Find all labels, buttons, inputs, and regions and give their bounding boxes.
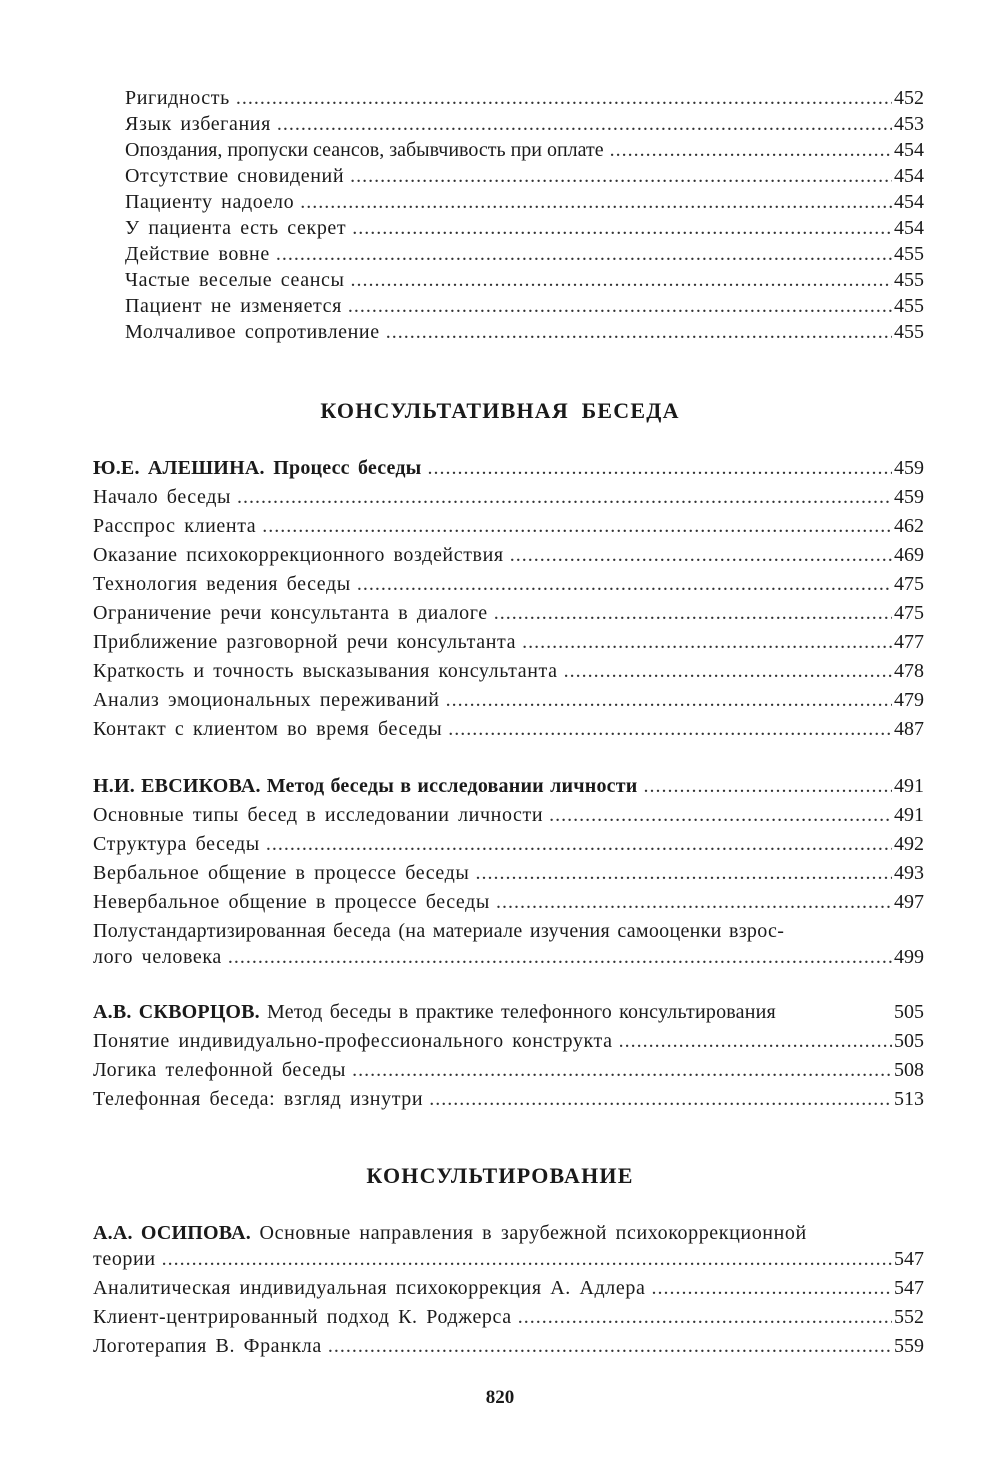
toc-entry <box>93 484 924 510</box>
entry-page: 505 <box>894 1030 924 1052</box>
dot-leader <box>651 1275 892 1301</box>
entry-text: Технология ведения беседы <box>93 573 351 595</box>
article-header <box>93 455 924 481</box>
toc-entry <box>93 831 924 857</box>
toc-entry <box>93 542 924 568</box>
entry-text: Ригидность <box>125 87 230 109</box>
entry-page: 459 <box>894 486 924 508</box>
dot-leader <box>237 484 892 510</box>
toc-entry <box>125 267 924 293</box>
toc-entry <box>125 85 924 111</box>
entry-text: Анализ эмоциональных переживаний <box>93 689 440 711</box>
dot-leader <box>328 1333 892 1359</box>
dot-leader <box>262 513 892 539</box>
dot-leader <box>350 163 892 189</box>
entry-text: Оказание психокоррекционного воздействия <box>93 544 504 566</box>
toc-entry <box>125 293 924 319</box>
entry-text: Расспрос клиента <box>93 515 257 537</box>
page-number: 820 <box>485 1387 515 1408</box>
entry-page: 462 <box>894 515 924 537</box>
entry-text: Логика телефонной беседы <box>93 1059 347 1081</box>
entry-text: Частые веселые сеансы <box>125 269 345 291</box>
entry-page: 469 <box>894 544 924 566</box>
entry-page: 508 <box>894 1059 924 1081</box>
toc-entry <box>93 513 924 539</box>
dot-leader <box>564 658 892 684</box>
dot-leader <box>429 1086 892 1112</box>
section-title: КОНСУЛЬТИРОВАНИЕ <box>366 1163 634 1188</box>
toc-entry <box>93 600 924 626</box>
toc-entry <box>93 1304 924 1330</box>
dot-leader <box>300 189 892 215</box>
entry-page: 455 <box>894 243 924 265</box>
entry-page: 547 <box>894 1277 924 1299</box>
entry-text: Основные типы бесед в исследовании личности <box>93 804 544 826</box>
entry-text: Аналитическая индивидуальная психокоррекция А. Адлера <box>93 1277 646 1299</box>
toc-entry <box>93 944 924 970</box>
dot-leader <box>162 1246 892 1272</box>
entry-text: Ограничение речи консультанта в диалоге <box>93 602 488 624</box>
toc-entry <box>93 1086 924 1112</box>
dot-leader <box>236 85 892 111</box>
toc-entry <box>125 163 924 189</box>
dot-leader <box>518 1304 892 1330</box>
entry-page: 455 <box>894 295 924 317</box>
entry-text: Язык избегания <box>125 113 271 135</box>
toc-entry <box>125 189 924 215</box>
dot-leader <box>448 716 892 742</box>
article-title-line1: Основные направления в зарубежной психокоррекционной <box>259 1222 807 1244</box>
entry-text: Молчаливое сопротивление <box>125 321 380 343</box>
entry-page: 454 <box>894 165 924 187</box>
toc-entry <box>125 241 924 267</box>
entry-page: 497 <box>894 891 924 913</box>
dot-leader <box>496 889 892 915</box>
toc-entry <box>93 1057 924 1083</box>
dot-leader <box>266 831 892 857</box>
entry-page: 475 <box>894 602 924 624</box>
dot-leader <box>386 319 892 345</box>
entry-text: Логотерапия В. Франкла <box>93 1335 322 1357</box>
entry-page: 478 <box>894 660 924 682</box>
dot-leader <box>446 687 892 713</box>
dot-leader <box>427 455 892 481</box>
entry-page: 455 <box>894 269 924 291</box>
entry-text: Телефонная беседа: взгляд изнутри <box>93 1088 424 1110</box>
dot-leader <box>610 137 892 163</box>
article-title: Метод беседы в исследовании личности <box>266 775 638 797</box>
toc-entry <box>93 802 924 828</box>
toc-entry <box>93 889 924 915</box>
article-author: А.В. СКВОРЦОВ. <box>93 1001 260 1023</box>
entry-page: 452 <box>894 87 924 109</box>
entry-page: 493 <box>894 862 924 884</box>
entry-text: Отсутствие сновидений <box>125 165 345 187</box>
entry-text-line2: лого человека <box>93 946 222 968</box>
toc-entry <box>93 1028 924 1054</box>
article-author: А.А. ОСИПОВА. <box>93 1222 251 1244</box>
toc-entry <box>93 629 924 655</box>
dot-leader <box>494 600 892 626</box>
entry-page: 487 <box>894 718 924 740</box>
article-page: 547 <box>894 1248 924 1270</box>
dot-leader <box>277 111 892 137</box>
entry-text: Структура беседы <box>93 833 260 855</box>
article-header <box>93 999 924 1025</box>
dot-leader <box>228 944 892 970</box>
dot-leader <box>475 860 892 886</box>
toc-entry <box>93 658 924 684</box>
entry-page: 453 <box>894 113 924 135</box>
entry-page: 492 <box>894 833 924 855</box>
dot-leader <box>352 215 892 241</box>
toc-entry <box>93 687 924 713</box>
entry-page: 513 <box>894 1088 924 1110</box>
dot-leader <box>352 1057 892 1083</box>
entry-text: Невербальное общение в процессе беседы <box>93 891 490 913</box>
entry-page: 559 <box>894 1335 924 1357</box>
article-title: Метод беседы в практике телефонного консультирования <box>267 1001 776 1023</box>
entry-page: 477 <box>894 631 924 653</box>
entry-text: Понятие индивидуально-профессионального конструкта <box>93 1030 613 1052</box>
entry-text: Опоздания, пропуски сеансов, забывчивость при оплате <box>125 139 604 161</box>
entry-text: Действие вовне <box>125 243 270 265</box>
entry-text: Пациенту надоело <box>125 191 295 213</box>
toc-entry <box>93 716 924 742</box>
entry-page: 475 <box>894 573 924 595</box>
entry-text: Вербальное общение в процессе беседы <box>93 862 470 884</box>
entry-text: Клиент-центрированный подход К. Роджерса <box>93 1306 512 1328</box>
entry-page: 454 <box>894 191 924 213</box>
section-title: КОНСУЛЬТАТИВНАЯ БЕСЕДА <box>320 398 680 423</box>
entry-text: Пациент не изменяется <box>125 295 342 317</box>
entry-text: Приближение разговорной речи консультанта <box>93 631 517 653</box>
entry-page: 479 <box>894 689 924 711</box>
article-author: Ю.Е. АЛЕШИНА. <box>93 457 265 479</box>
entry-page: 454 <box>894 217 924 239</box>
entry-text: Начало беседы <box>93 486 232 508</box>
entry-text: Контакт с клиентом во время беседы <box>93 718 443 740</box>
entry-text-line1: Полустандартизированная беседа (на материале изучения самооценки взрос- <box>93 920 785 942</box>
article-header-line1 <box>93 1220 924 1246</box>
article-header <box>93 773 924 799</box>
entry-page: 499 <box>894 946 924 968</box>
article-page: 505 <box>894 1001 924 1023</box>
toc-entry <box>125 215 924 241</box>
entry-text: У пациента есть секрет <box>125 217 347 239</box>
entry-page: 454 <box>894 139 924 161</box>
entry-page: 491 <box>894 804 924 826</box>
dot-leader <box>510 542 892 568</box>
entry-page: 455 <box>894 321 924 343</box>
article-author: Н.И. ЕВСИКОВА. <box>93 775 261 797</box>
dot-leader <box>357 571 892 597</box>
dot-leader <box>549 802 892 828</box>
toc-entry <box>93 571 924 597</box>
toc-entry <box>125 319 924 345</box>
article-header-line2 <box>93 1246 924 1272</box>
article-title: Процесс беседы <box>273 457 422 479</box>
dot-leader <box>643 773 892 799</box>
entry-page: 552 <box>894 1306 924 1328</box>
toc-entry <box>93 1333 924 1359</box>
entry-text: Краткость и точность высказывания консультанта <box>93 660 558 682</box>
toc-entry <box>93 860 924 886</box>
article-page: 459 <box>894 457 924 479</box>
toc-entry <box>93 1275 924 1301</box>
toc-entry <box>125 111 924 137</box>
article-title-line2: теории <box>93 1248 156 1270</box>
dot-leader <box>348 293 892 319</box>
dot-leader <box>351 267 892 293</box>
toc-entry <box>125 137 924 163</box>
article-page: 491 <box>894 775 924 797</box>
dot-leader <box>276 241 892 267</box>
dot-leader <box>619 1028 892 1054</box>
dot-leader <box>522 629 892 655</box>
